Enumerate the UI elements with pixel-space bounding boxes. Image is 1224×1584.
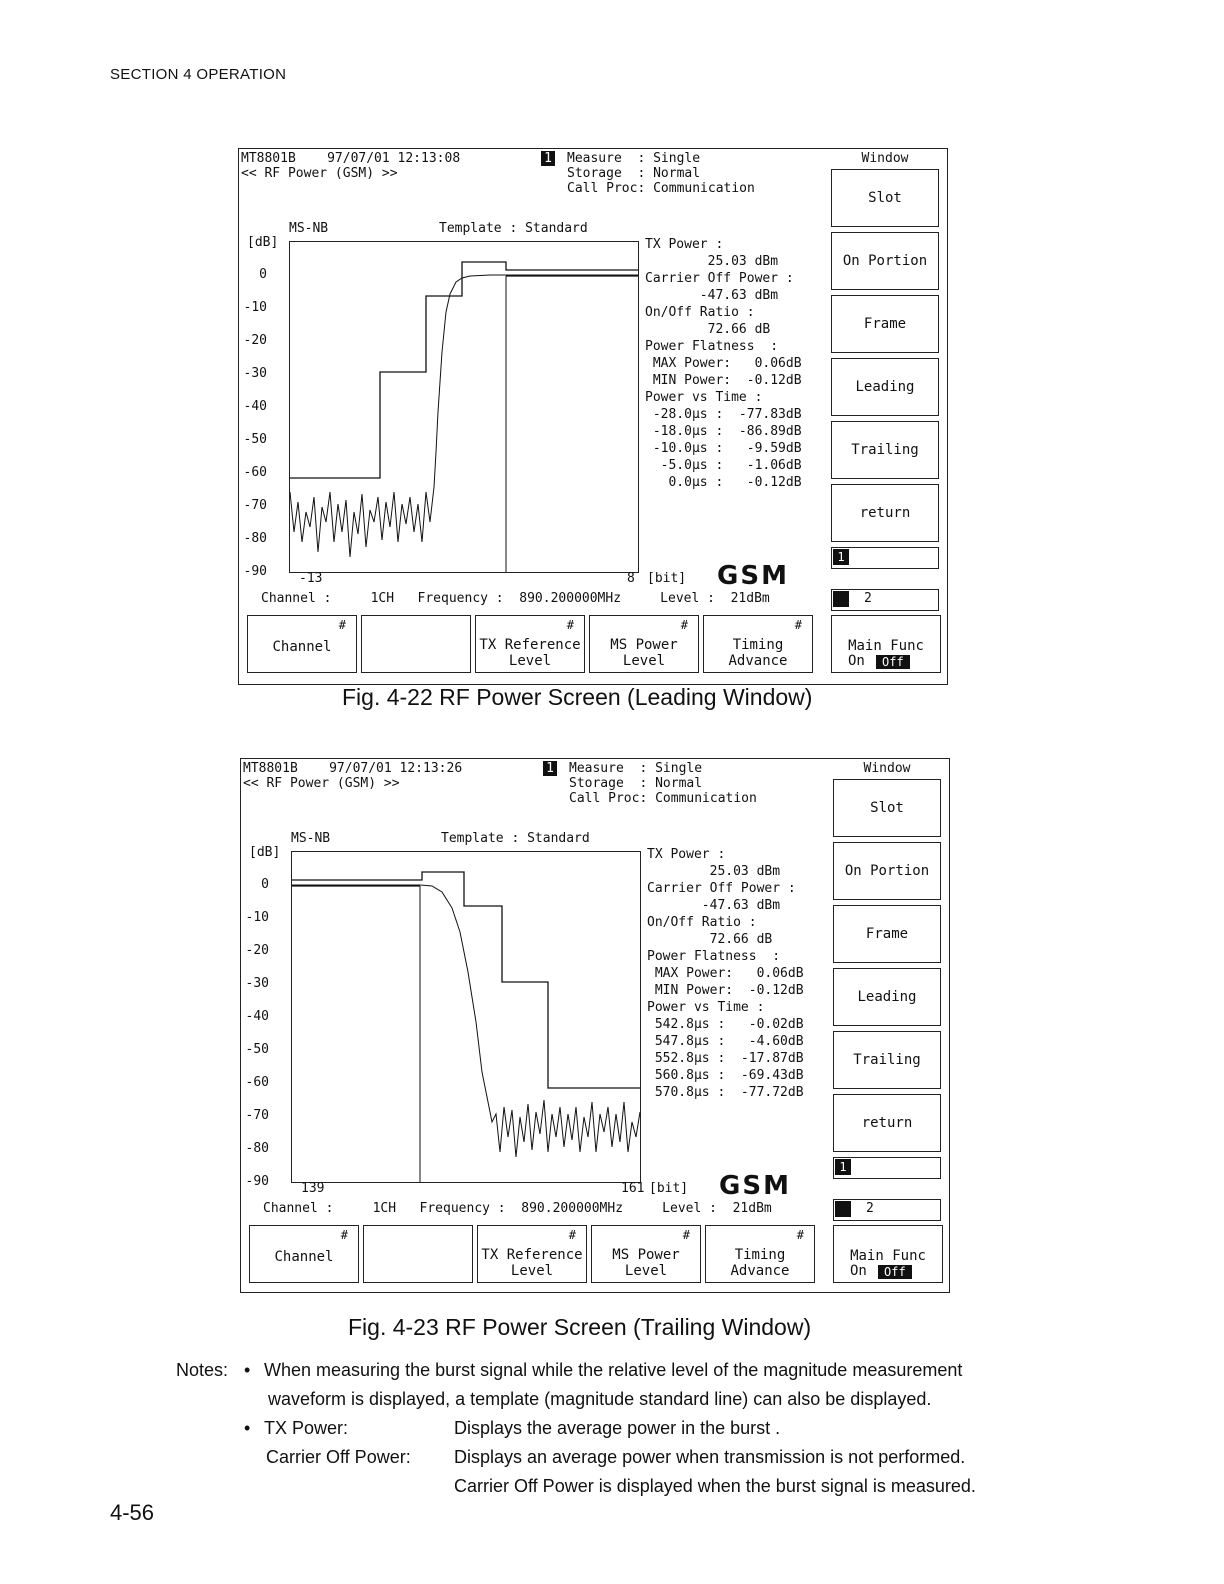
- softkey-label: TX Reference: [479, 637, 581, 653]
- softkey-channel[interactable]: [249, 1225, 359, 1283]
- y-tick-label: -90: [245, 1174, 269, 1189]
- main-func-button[interactable]: [831, 615, 941, 673]
- bullet: •: [244, 1418, 251, 1438]
- note-text: waveform is displayed, a template (magnitude standard line) can also be displayed.: [268, 1389, 932, 1409]
- figure-caption: Fig. 4-23 RF Power Screen (Trailing Window): [348, 1314, 812, 1340]
- main-func-label: Main Func: [848, 638, 924, 654]
- y-tick-label: -30: [243, 366, 267, 381]
- softkey-hash: #: [566, 618, 574, 632]
- template-upper-line: [290, 262, 638, 478]
- readout-line: 560.8µs : -69.43dB: [647, 1068, 804, 1083]
- softkey-label: Level: [508, 653, 552, 669]
- y-tick-label: 0: [261, 877, 269, 892]
- softkey-hash: #: [796, 1228, 804, 1242]
- status-line: Channel : 1CH Frequency : 890.200000MHz Level : 21dBm: [261, 591, 770, 606]
- indicator-box-2: [831, 589, 939, 611]
- window-leading-button[interactable]: Leading: [833, 968, 941, 1026]
- softkey-tx-reference-level[interactable]: [475, 615, 585, 673]
- readout-line: Carrier Off Power :: [645, 271, 794, 286]
- readout-line: -18.0µs : -86.89dB: [645, 424, 802, 439]
- readout-line: MAX Power: 0.06dB: [647, 966, 804, 981]
- note-term: TX Power:: [264, 1418, 349, 1438]
- readout-line: -47.63 dBm: [645, 288, 779, 303]
- softkey-hash: #: [568, 1228, 576, 1242]
- softkey-ms-power-level[interactable]: [591, 1225, 701, 1283]
- softkey-label: Level: [510, 1263, 554, 1279]
- readout-line: TX Power :: [645, 237, 724, 252]
- indicator-box-1: [831, 547, 939, 569]
- readout-line: Power vs Time :: [647, 1000, 765, 1015]
- readout-line: -47.63 dBm: [647, 898, 781, 913]
- y-tick-label: -30: [245, 976, 269, 991]
- call-proc-status: Call Proc: Communication: [567, 181, 755, 196]
- readout-line: 25.03 dBm: [647, 864, 781, 879]
- indicator-box-2: [833, 1199, 941, 1221]
- softkey-tx-reference-level[interactable]: [477, 1225, 587, 1283]
- note-text: When measuring the burst signal while the relative level of the magnitude measurement: [264, 1360, 963, 1380]
- readout-line: Power vs Time :: [645, 390, 763, 405]
- storage-mode: Storage : Normal: [567, 166, 701, 181]
- x-axis-end: 161: [621, 1181, 645, 1196]
- indicator-number: 2: [864, 591, 872, 606]
- readout-line: TX Power :: [647, 847, 726, 862]
- readout-line: 570.8µs : -77.72dB: [647, 1085, 804, 1100]
- readout-line: -10.0µs : -9.59dB: [645, 441, 802, 456]
- softkey-label: Timing: [734, 1247, 786, 1263]
- softkey-ms-power-level[interactable]: [589, 615, 699, 673]
- window-frame-button[interactable]: Frame: [831, 295, 939, 353]
- window-return-button[interactable]: return: [831, 484, 939, 542]
- x-axis-unit: [bit]: [649, 1181, 689, 1196]
- softkey-channel[interactable]: [247, 615, 357, 673]
- template-label: Template : Standard: [441, 831, 590, 846]
- x-axis-start: -13: [299, 571, 323, 586]
- softkey-blank[interactable]: [363, 1225, 473, 1283]
- softkey-label: Channel: [274, 1249, 334, 1265]
- readout-line: On/Off Ratio :: [645, 305, 755, 320]
- readout-line: 547.8µs : -4.60dB: [647, 1034, 804, 1049]
- screen-title: << RF Power (GSM) >>: [241, 166, 398, 181]
- x-axis-start: 139: [301, 1181, 325, 1196]
- screen-title: << RF Power (GSM) >>: [243, 776, 400, 791]
- measure-indicator: 1: [541, 151, 555, 166]
- y-axis-unit: [dB]: [247, 235, 279, 250]
- softkey-hash: #: [338, 618, 346, 632]
- measure-indicator: 1: [543, 761, 557, 776]
- softkey-timing-advance[interactable]: [703, 615, 813, 673]
- y-axis-unit: [dB]: [249, 845, 281, 860]
- readout-line: 542.8µs : -0.02dB: [647, 1017, 804, 1032]
- softkey-label: MS Power: [610, 637, 678, 653]
- y-tick-label: -80: [243, 531, 267, 546]
- readout-line: 0.0µs : -0.12dB: [645, 475, 802, 490]
- readout-line: MIN Power: -0.12dB: [645, 373, 802, 388]
- bullet: •: [244, 1360, 251, 1380]
- main-func-on: On: [848, 653, 865, 669]
- softkey-hash: #: [794, 618, 802, 632]
- storage-mode: Storage : Normal: [569, 776, 703, 791]
- softkey-label: Advance: [730, 1263, 790, 1279]
- y-tick-label: -70: [245, 1108, 269, 1123]
- window-leading-button[interactable]: Leading: [831, 358, 939, 416]
- window-trailing-button[interactable]: Trailing: [833, 1031, 941, 1089]
- main-func-on: On: [850, 1263, 867, 1279]
- readout-line: -5.0µs : -1.06dB: [645, 458, 802, 473]
- window-slot-button[interactable]: Slot: [833, 779, 941, 837]
- y-tick-label: -80: [245, 1141, 269, 1156]
- gsm-logo: GSM: [717, 561, 789, 591]
- softkey-label: Timing: [732, 637, 784, 653]
- softkey-hash: #: [680, 618, 688, 632]
- main-func-off: Off: [876, 655, 910, 669]
- main-func-off: Off: [878, 1265, 912, 1279]
- indicator-block: [833, 591, 849, 607]
- softkey-hash: #: [682, 1228, 690, 1242]
- softkey-label: Advance: [728, 653, 788, 669]
- indicator-block: [835, 1201, 851, 1217]
- y-tick-label: -40: [245, 1009, 269, 1024]
- readout-line: 72.66 dB: [647, 932, 773, 947]
- x-axis-end: 8: [627, 571, 635, 586]
- softkey-label: Level: [624, 1263, 668, 1279]
- readout-line: Carrier Off Power :: [647, 881, 796, 896]
- window-return-button[interactable]: return: [833, 1094, 941, 1152]
- y-tick-label: -40: [243, 399, 267, 414]
- readout-line: MAX Power: 0.06dB: [645, 356, 802, 371]
- readout-line: 552.8µs : -17.87dB: [647, 1051, 804, 1066]
- waveform-plot: [291, 851, 641, 1183]
- indicator-number: 1: [835, 1159, 851, 1175]
- softkey-hash: #: [340, 1228, 348, 1242]
- call-proc-status: Call Proc: Communication: [569, 791, 757, 806]
- y-tick-label: -10: [245, 910, 269, 925]
- main-func-label: Main Func: [850, 1248, 926, 1264]
- y-tick-label: -60: [245, 1075, 269, 1090]
- note-text: Carrier Off Power is displayed when the burst signal is measured.: [454, 1476, 976, 1496]
- measured-waveform: [292, 885, 640, 1157]
- measure-mode: Measure : Single: [569, 761, 703, 776]
- readout-line: MIN Power: -0.12dB: [647, 983, 804, 998]
- window-slot-button[interactable]: Slot: [831, 169, 939, 227]
- figure-caption: Fig. 4-22 RF Power Screen (Leading Window): [342, 684, 813, 710]
- rf-power-screen-leading: [238, 148, 948, 685]
- window-frame-button[interactable]: Frame: [833, 905, 941, 963]
- y-tick-label: -10: [243, 300, 267, 315]
- note-text: Displays an average power when transmission is not performed.: [454, 1447, 966, 1467]
- y-tick-label: -60: [243, 465, 267, 480]
- softkey-label: TX Reference: [481, 1247, 583, 1263]
- y-tick-label: 0: [259, 267, 267, 282]
- model-datetime: MT8801B 97/07/01 12:13:26: [243, 761, 463, 776]
- rf-power-screen-trailing: [240, 758, 950, 1293]
- notes-label: Notes:: [176, 1360, 229, 1380]
- main-func-button[interactable]: [833, 1225, 943, 1283]
- template-label: Template : Standard: [439, 221, 588, 236]
- plot-label: MS-NB: [289, 221, 329, 236]
- y-tick-label: -50: [245, 1042, 269, 1057]
- softkey-timing-advance[interactable]: [705, 1225, 815, 1283]
- model-datetime: MT8801B 97/07/01 12:13:08: [241, 151, 461, 166]
- indicator-number: 1: [833, 549, 849, 565]
- readout-line: 25.03 dBm: [645, 254, 779, 269]
- window-on-portion-button[interactable]: On Portion: [831, 232, 939, 290]
- window-trailing-button[interactable]: Trailing: [831, 421, 939, 479]
- readout-line: -28.0µs : -77.83dB: [645, 407, 802, 422]
- indicator-number: 2: [866, 1201, 874, 1216]
- gsm-logo: GSM: [719, 1171, 791, 1201]
- softkey-label: MS Power: [612, 1247, 680, 1263]
- window-label: Window: [861, 151, 909, 166]
- note-text: Displays the average power in the burst .: [454, 1418, 781, 1438]
- window-label: Window: [863, 761, 911, 776]
- plot-label: MS-NB: [291, 831, 331, 846]
- waveform-svg: [292, 852, 640, 1182]
- template-upper-line: [292, 872, 640, 1088]
- readout-line: On/Off Ratio :: [647, 915, 757, 930]
- softkey-label: Level: [622, 653, 666, 669]
- page-number: 4-56: [110, 1500, 155, 1525]
- measured-waveform: [290, 275, 638, 557]
- window-on-portion-button[interactable]: On Portion: [833, 842, 941, 900]
- y-tick-label: -90: [243, 564, 267, 579]
- y-tick-label: -50: [243, 432, 267, 447]
- readout-line: Power Flatness :: [645, 339, 779, 354]
- section-header: SECTION 4 OPERATION: [110, 66, 287, 83]
- y-tick-label: -20: [245, 943, 269, 958]
- y-tick-label: -20: [243, 333, 267, 348]
- waveform-svg: [290, 242, 638, 572]
- readout-line: Power Flatness :: [647, 949, 781, 964]
- x-axis-unit: [bit]: [647, 571, 687, 586]
- measure-mode: Measure : Single: [567, 151, 701, 166]
- softkey-label: Channel: [272, 639, 332, 655]
- note-term: Carrier Off Power:: [266, 1447, 411, 1467]
- indicator-box-1: [833, 1157, 941, 1179]
- softkey-blank[interactable]: [361, 615, 471, 673]
- waveform-plot: [289, 241, 639, 573]
- y-tick-label: -70: [243, 498, 267, 513]
- status-line: Channel : 1CH Frequency : 890.200000MHz Level : 21dBm: [263, 1201, 772, 1216]
- readout-line: 72.66 dB: [645, 322, 771, 337]
